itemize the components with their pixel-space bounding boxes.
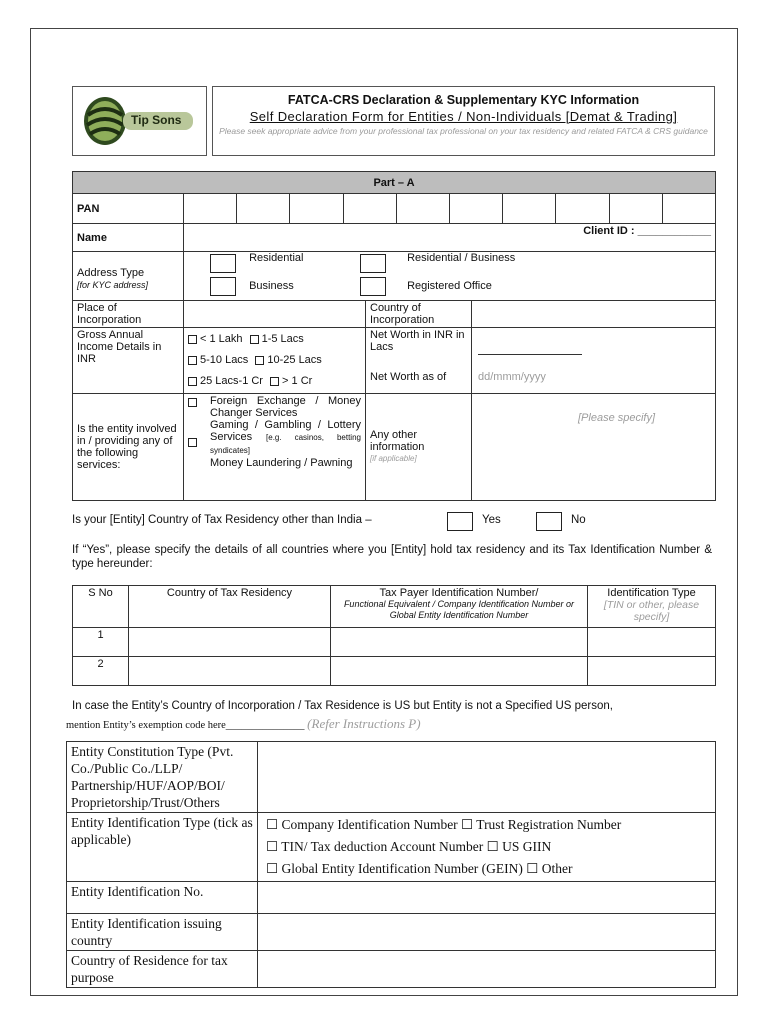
- pan-label: PAN: [73, 194, 184, 224]
- place-incorporation-input[interactable]: [184, 301, 366, 328]
- tax-yes-label: Yes: [482, 514, 501, 526]
- constitution-input[interactable]: [258, 742, 716, 813]
- gaming-label: Gaming / Gambling / Lottery Services: [210, 419, 361, 443]
- id-type-option-3[interactable]: ☐ Global Entity Identification Number (GEIN) ☐ Other: [266, 861, 573, 876]
- income-gt1cr-label: > 1 Cr: [282, 375, 313, 387]
- col-idtype: Identification Type: [607, 587, 696, 599]
- advice-note: Please seek appropriate advice from your professional tax professional on your tax residency and related FATCA & CRS guidance: [219, 126, 708, 136]
- tax-residency-question: Is your [Entity] Country of Tax Residency other than India –: [72, 514, 372, 526]
- tax-residency-table: [72, 585, 716, 686]
- forex-checkbox[interactable]: [188, 398, 197, 407]
- net-worth-label: Net Worth in INR in Lacs: [370, 329, 465, 353]
- entity-table: [66, 741, 716, 988]
- residential-business-checkbox[interactable]: [360, 254, 386, 273]
- tin-input-2[interactable]: [331, 657, 588, 686]
- income-gt1cr-checkbox[interactable]: [270, 377, 279, 386]
- id-type-option-2[interactable]: ☐ TIN/ Tax deduction Account Number ☐ US GIIN: [266, 839, 552, 854]
- place-incorporation-label: Place of Incorporation: [73, 301, 184, 328]
- gaming-note: [e.g. casinos, betting syndicates]: [210, 433, 361, 455]
- id-type-option-1[interactable]: ☐ Company Identification Number ☐ Trust Registration Number: [266, 817, 622, 832]
- business-checkbox[interactable]: [210, 277, 236, 296]
- col-tin: Tax Payer Identification Number/: [379, 587, 539, 599]
- address-type-options: [184, 252, 716, 301]
- country-input-1[interactable]: [129, 628, 331, 657]
- refer-instructions: (Refer Instructions P): [307, 716, 421, 731]
- income-25-1cr-label: 25 Lacs-1 Cr: [200, 375, 263, 387]
- country-incorporation-label: Country of Incorporation: [366, 301, 472, 328]
- residential-checkbox[interactable]: [210, 254, 236, 273]
- country-incorporation-input[interactable]: [472, 301, 716, 328]
- tax-no-checkbox[interactable]: [536, 512, 562, 531]
- other-info-label: Any other information: [370, 429, 425, 453]
- business-label: Business: [249, 280, 294, 293]
- client-id-label: Client ID : ____________: [583, 225, 712, 237]
- net-worth-input[interactable]: [478, 354, 582, 355]
- registered-office-label: Registered Office: [407, 280, 492, 293]
- form-subtitle: Self Declaration Form for Entities / Non-Individuals [Demat & Trading]: [249, 109, 678, 124]
- income-10-25-label: 10-25 Lacs: [267, 354, 322, 366]
- income-5-10-label: 5-10 Lacs: [200, 354, 249, 366]
- please-specify-placeholder: [Please specify]: [578, 412, 656, 424]
- id-no-label: Entity Identification No.: [67, 882, 258, 914]
- col-idtype-sub: [TIN or other, please specify]: [603, 599, 700, 623]
- pan-input[interactable]: [184, 194, 716, 224]
- tax-residency-instruction: If “Yes”, please specify the details of all countries where you [Entity] hold tax residency and its Tax Identification Number & type hereunder:: [72, 544, 712, 570]
- income-10-25-checkbox[interactable]: [255, 356, 264, 365]
- net-worth-as-of-label: Net Worth as of: [370, 371, 447, 383]
- income-1-5-checkbox[interactable]: [250, 335, 259, 344]
- forex-label: Foreign Exchange / Money Changer Services: [210, 395, 361, 419]
- tax-no-label: No: [571, 514, 586, 526]
- residential-business-label: Residential / Business: [407, 252, 516, 265]
- part-a-heading: Part – A: [73, 172, 716, 194]
- title-box: [212, 86, 715, 156]
- income-5-10-checkbox[interactable]: [188, 356, 197, 365]
- tax-yes-checkbox[interactable]: [447, 512, 473, 531]
- address-type-note: [for KYC address]: [77, 279, 149, 290]
- logo-box: [72, 86, 207, 156]
- other-info-input[interactable]: [472, 394, 716, 501]
- services-options: [184, 394, 366, 501]
- gross-income-label: Gross Annual Income Details in INR: [73, 328, 184, 394]
- name-input[interactable]: [184, 224, 716, 252]
- col-country: Country of Tax Residency: [129, 586, 331, 628]
- address-type-label: Address Type: [77, 266, 145, 279]
- name-label: Name: [73, 224, 184, 252]
- table-row-sno: 2: [73, 657, 129, 686]
- residence-label: Country of Residence for tax purpose: [67, 951, 258, 988]
- col-sno: S No: [73, 586, 129, 628]
- tin-input-1[interactable]: [331, 628, 588, 657]
- col-tin-sub: Functional Equivalent / Company Identification Number or Global Entity Identification Number: [343, 599, 575, 620]
- form-title: FATCA-CRS Declaration & Supplementary KYC Information: [287, 93, 640, 107]
- other-info-note: [if applicable]: [370, 454, 417, 463]
- income-options: [184, 328, 366, 394]
- constitution-label: Entity Constitution Type (Pvt. Co./Public Co./LLP/ Partnership/HUF/AOP/BOI/ Proprietorship/Trust/Others: [67, 742, 258, 813]
- net-worth-date-input[interactable]: dd/mmm/yyyy: [478, 371, 546, 383]
- logo-text: Tip Sons: [131, 113, 182, 127]
- id-type-label: Entity Identification Type (tick as applicable): [67, 813, 258, 882]
- gaming-checkbox[interactable]: [188, 438, 197, 447]
- exemption-code-field[interactable]: mention Entity’s exemption code here_______________: [66, 720, 305, 731]
- money-laundering-label: Money Laundering / Pawning: [210, 457, 353, 469]
- idtype-input-2[interactable]: [588, 657, 716, 686]
- table-row-sno: 1: [73, 628, 129, 657]
- income-25-1cr-checkbox[interactable]: [188, 377, 197, 386]
- id-no-input[interactable]: [258, 882, 716, 914]
- residential-label: Residential: [249, 252, 304, 265]
- income-1-5-label: 1-5 Lacs: [261, 333, 304, 345]
- country-input-2[interactable]: [129, 657, 331, 686]
- issuing-country-label: Entity Identification issuing country: [67, 914, 258, 951]
- income-lt1lakh-label: < 1 Lakh: [200, 333, 243, 345]
- issuing-country-input[interactable]: [258, 914, 716, 951]
- income-lt1lakh-checkbox[interactable]: [188, 335, 197, 344]
- services-label: Is the entity involved in / providing any of the following services:: [73, 394, 184, 501]
- registered-office-checkbox[interactable]: [360, 277, 386, 296]
- idtype-input-1[interactable]: [588, 628, 716, 657]
- residence-input[interactable]: [258, 951, 716, 988]
- us-note-line1: In case the Entity’s Country of Incorporation / Tax Residence is US but Entity is not a Specified US person,: [72, 700, 613, 712]
- part-a-table: [72, 171, 716, 501]
